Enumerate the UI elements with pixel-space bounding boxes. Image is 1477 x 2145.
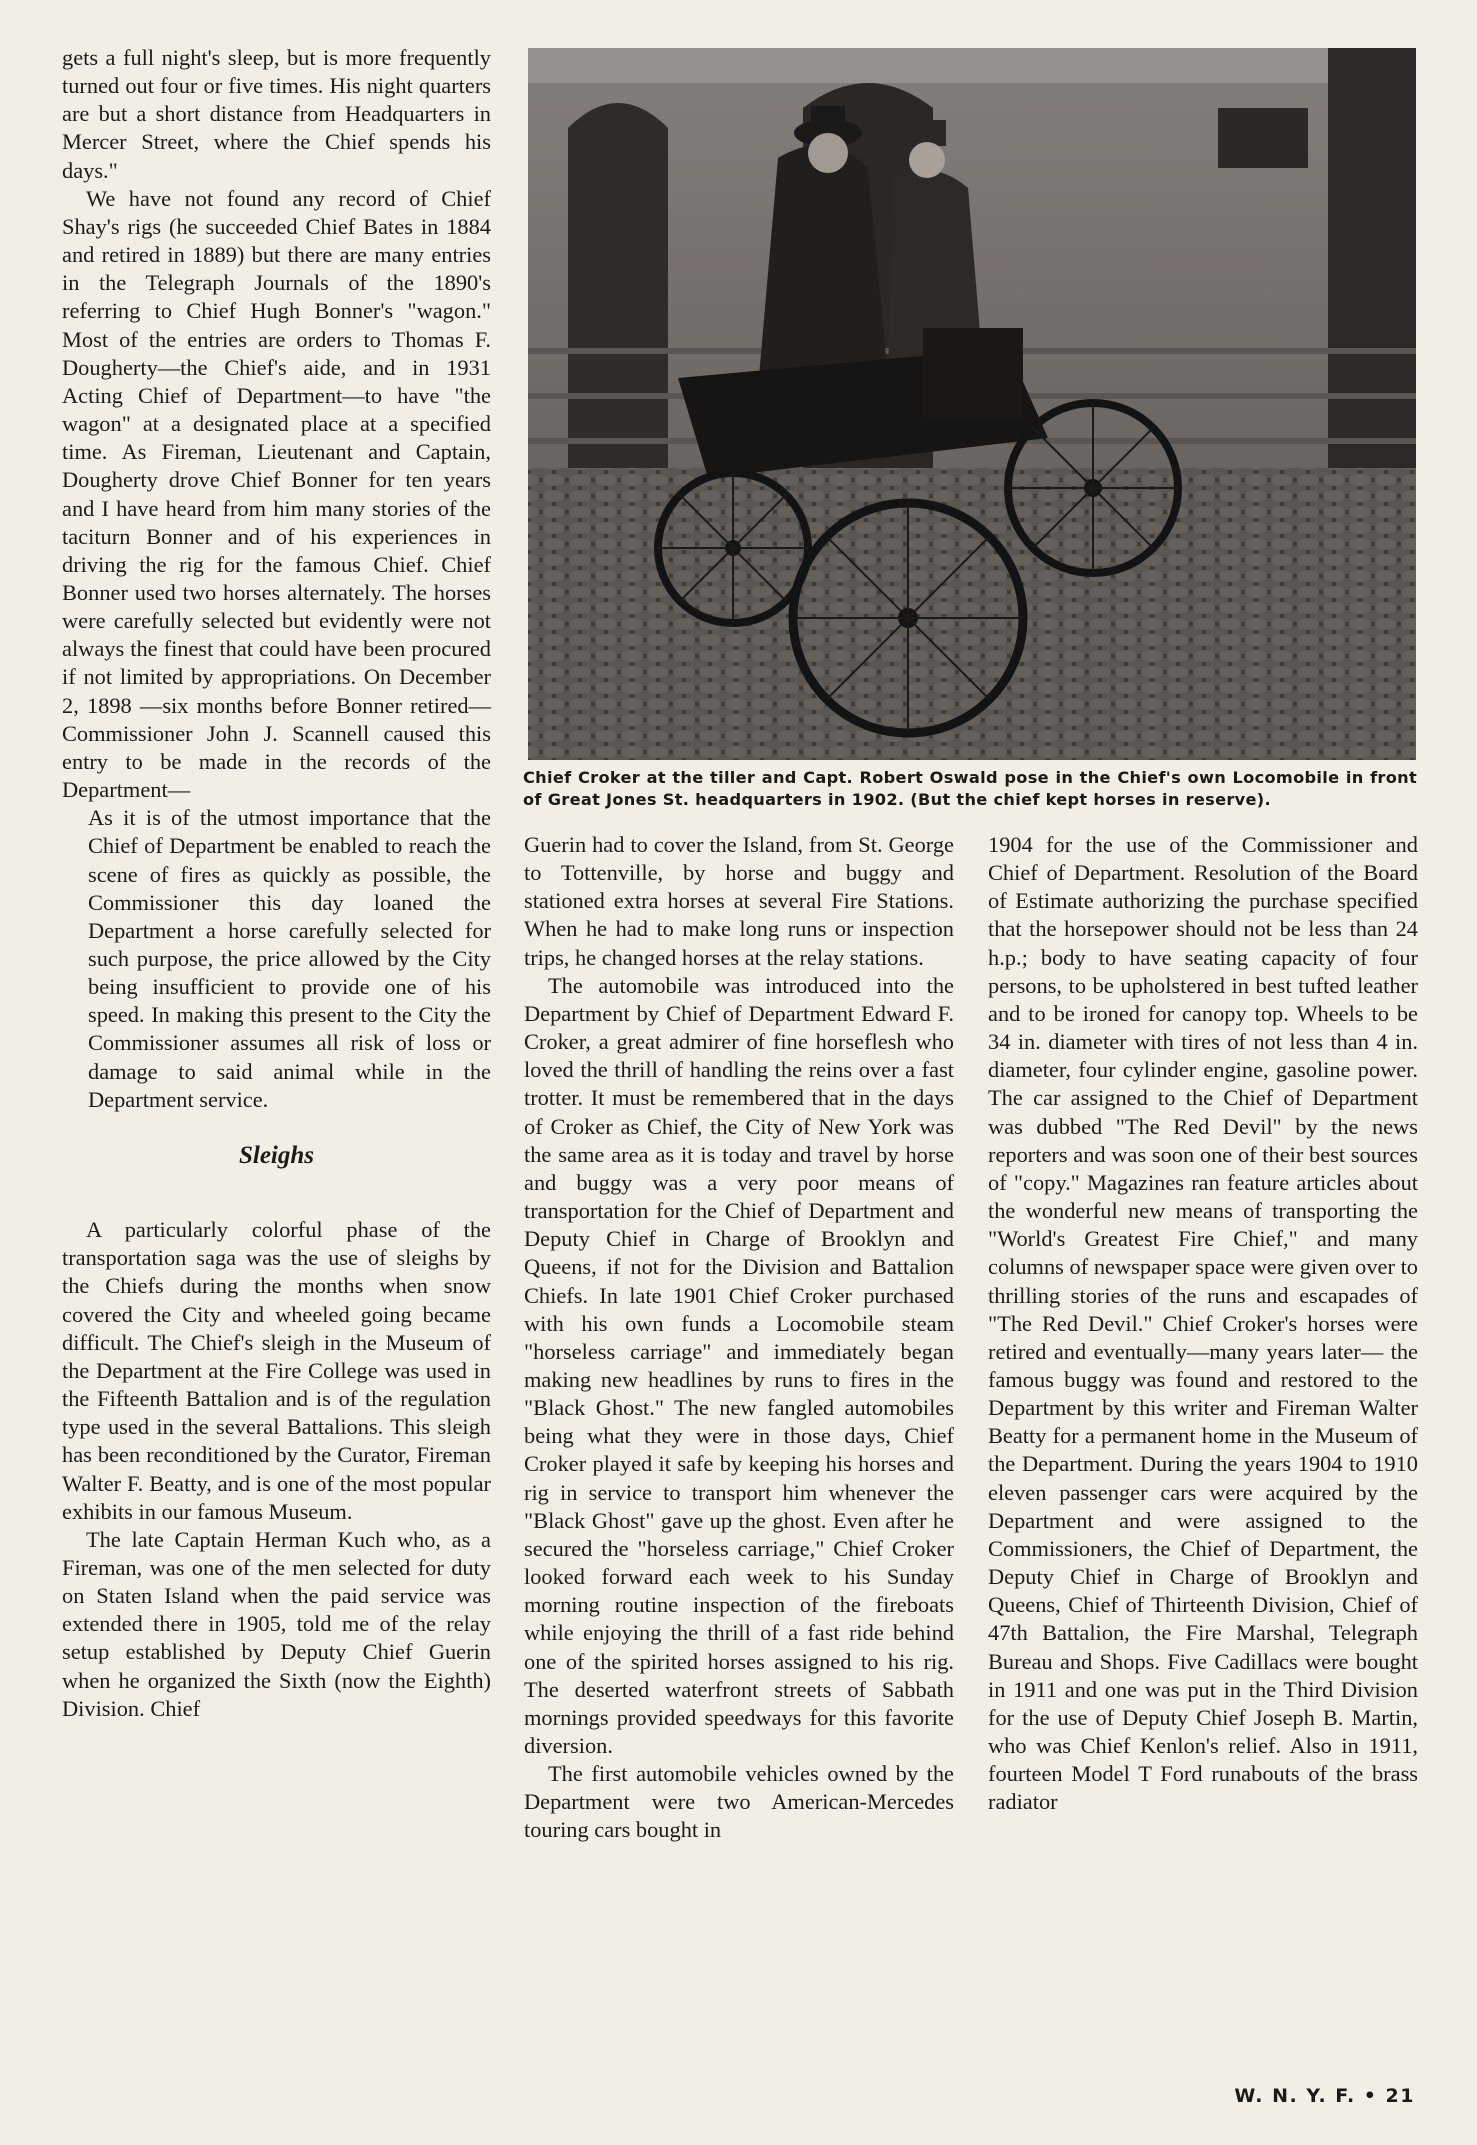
paragraph: 1904 for the use of the Commissioner and Chief of Department. Resolution of the Board of Estimate authorizing the purchase specified that the horsepower should not be less than 24 h.p.; body to have seating capacity of four persons, to be upholstered in best tufted leather and to be ironed for canopy top. Wheels to be 34 in. diameter with tires of not less than 4 in. diameter, four cylinder engine, gasoline power. The car assigned to the Chief of Department was dubbed "The Red Devil" by the news reporters and was soon one of their best sources of "copy." Magazines ran feature articles about the wonderful new means of transporting the "World's Greatest Fire Chief," and many columns of newspaper space were given over to thrilling stories of the runs and escapades of "The Red Devil." Chief Croker's horses were retired and eventually—many years later— the famous buggy was found and restored to the Department by this writer and Fireman Walter Beatty for a permanent home in the Museum of the Department. During the years 1904 to 1910 eleven passenger cars were acquired by the Department and were assigned to the Commissioners, the Chief of Department, the Deputy Chief in Charge of Brooklyn and Queens, Chief of Thirteenth Division, Chief of 47th Battalion, the Fire Marshal, Telegraph Bureau and Shops. Five Cadillacs were bought in 1911 and one was put in the Third Division for the use of Deputy Chief Joseph B. Martin, who was Chief Kenlon's relief. Also in 1911, fourteen Model T Ford runabouts of the brass radiator: [988, 832, 1418, 1815]
photo-illustration: [528, 48, 1416, 760]
paragraph: The automobile was introduced into the Department by Chief of Department Edward F. Croker, a great admirer of fine horseflesh who loved the thrill of handling the reins over a fast trotter. It must be remembered that in the days of Croker as Chief, the City of New York was the same area as it is today and travel by horse and buggy was a very poor means of transportation for the Chief of Department and Deputy Chief in Charge of Brooklyn and Queens, if not for the Division and Battalion Chiefs. In late 1901 Chief Croker purchased with his own funds a Locomobile steam "horseless carriage" and immediately began making new headlines by runs to fires in the "Black Ghost." The new fangled automobiles being what they were in those days, Chief Croker played it safe by keeping his horses and rig in service to transport him whenever the "Black Ghost" gave up the ghost. Even after he secured the "horseless carriage," Chief Croker looked forward each week to his Sunday morning routine inspection of the fireboats while enjoying the thrill of a fast ride behind one of the spirited horses assigned to his rig. The deserted waterfront streets of Sabbath mornings provided speedways for this favorite diversion.: [524, 972, 954, 1758]
article-column-1: [62, 44, 491, 1723]
block-quote: As it is of the utmost importance that the Chief of Department be enabled to reach the scene of fires as quickly as possible, the Commissioner this day loaned the Department a horse carefully selected for such purpose, the price allowed by the City being insufficient to provide one of his speed. In making this present to the City the Commissioner assumes all risk of loss or damage to said animal while in the Department service.: [88, 805, 491, 1112]
page-folio: W. N. Y. F. • 21: [1234, 2085, 1415, 2107]
paragraph: The late Captain Herman Kuch who, as a Fireman, was one of the men selected for duty on Staten Island when the paid service was extended there in 1905, told me of the relay setup established by Deputy Chief Guerin when he organized the Sixth (now the Eighth) Division. Chief: [62, 1526, 491, 1721]
paragraph: Guerin had to cover the Island, from St. George to Tottenville, by horse and buggy and stationed extra horses at several Fire Stations. When he had to make long runs or inspection trips, he changed horses at the relay stations.: [524, 832, 954, 970]
paragraph: A particularly colorful phase of the transportation saga was the use of sleighs by the Chiefs during the months when snow covered the City and wheeled going became difficult. The Chief's sleigh in the Museum of the Department at the Fire College was used in the Fifteenth Battalion and is of the regulation type used in the several Battalions. This sleigh has been reconditioned by the Curator, Fireman Walter F. Beatty, and is one of the most popular exhibits in our famous Museum.: [62, 1217, 491, 1524]
paragraph: The first automobile vehicles owned by the Department were two American-Mercedes touring cars bought in: [524, 1761, 954, 1843]
article-column-2: [524, 831, 954, 1845]
photo-caption: Chief Croker at the tiller and Capt. Robert Oswald pose in the Chief's own Locomobile in front of Great Jones St. headquarters in 1902. (But the chief kept horses in reserve).: [523, 768, 1417, 809]
locomobile-photograph: [528, 48, 1416, 760]
paragraph: gets a full night's sleep, but is more frequently turned out four or five times. His night quarters are but a short distance from Headquarters in Mercer Street, where the Chief spends his days.": [62, 45, 491, 183]
article-column-3: [988, 831, 1418, 1816]
section-heading: Sleighs: [238, 1141, 315, 1169]
paragraph: We have not found any record of Chief Shay's rigs (he succeeded Chief Bates in 1884 and retired in 1889) but there are many entries in the Telegraph Journals of the 1890's referring to Chief Hugh Bonner's "wagon." Most of the entries are orders to Thomas F. Dougherty—the Chief's aide, and in 1931 Acting Chief of Department—to have "the wagon" at a designated place at a specified time. As Fireman, Lieutenant and Captain, Dougherty drove Chief Bonner for ten years and I have heard from him many stories of the taciturn Bonner and of his experiences in driving the rig for the famous Chief. Chief Bonner used two horses alternately. The horses were carefully selected but evidently were not always the finest that could have been procured if not limited by appropriations. On December 2, 1898 —six months before Bonner retired— Commissioner John J. Scannell caused this entry to be made in the records of the Department—: [62, 185, 491, 803]
